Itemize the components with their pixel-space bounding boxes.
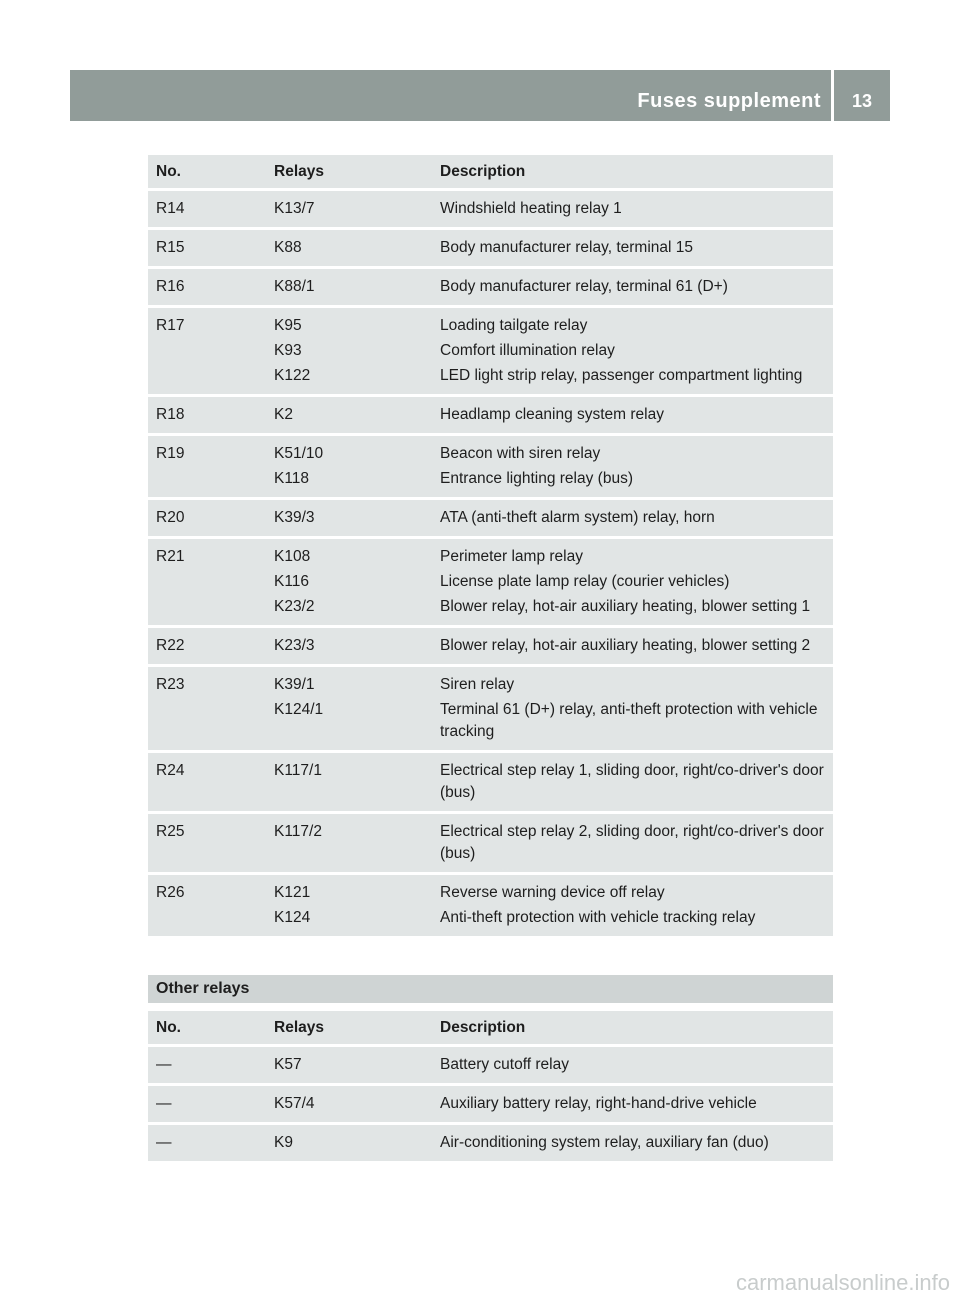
relay-code: K124 [274, 909, 311, 926]
relay-cell [266, 436, 432, 497]
table-row [148, 230, 833, 266]
relay-description: Beacon with siren relay [440, 445, 601, 462]
relay-description: Anti-theft protection with vehicle tracking relay [440, 909, 756, 926]
relay-cell [266, 1086, 432, 1122]
relay-description: Siren relay [440, 676, 515, 693]
description-cell [432, 814, 833, 872]
column-header-description: Description [432, 1011, 833, 1044]
table-row [148, 500, 833, 536]
description-cell [432, 667, 833, 750]
relay-description: Electrical step relay 1, sliding door, right/co-driver's door (bus) [440, 762, 824, 801]
table-row [148, 753, 833, 811]
relay-cell [266, 191, 432, 227]
fuse-number-cell: R21 [148, 539, 266, 625]
description-cell [432, 1047, 833, 1083]
relay-cell [266, 539, 432, 625]
fuse-number-cell: R18 [148, 397, 266, 433]
table-row [148, 875, 833, 936]
relay-description: Blower relay, hot-air auxiliary heating, blower setting 1 [440, 598, 811, 615]
relay-description: Comfort illumination relay [440, 342, 615, 359]
column-header-description: Description [432, 155, 833, 188]
relay-cell [266, 875, 432, 936]
description-cell [432, 436, 833, 497]
table-row [148, 397, 833, 433]
description-cell [432, 628, 833, 664]
description-cell [432, 1125, 833, 1161]
description-cell [432, 230, 833, 266]
fuse-number-cell: R15 [148, 230, 266, 266]
fuse-number-cell: R14 [148, 191, 266, 227]
relay-code: K88 [274, 239, 302, 256]
relay-table [148, 152, 833, 939]
description-cell [432, 539, 833, 625]
fuse-number-cell: R26 [148, 875, 266, 936]
relay-code: K9 [274, 1134, 293, 1151]
section-title: Fuses supplement [637, 90, 821, 112]
description-cell [432, 308, 833, 394]
column-header-no: No. [148, 1011, 266, 1044]
table-row [148, 814, 833, 872]
fuse-number-cell: R17 [148, 308, 266, 394]
relay-description: Terminal 61 (D+) relay, anti-theft protection with vehicle tracking [440, 701, 818, 740]
relay-description: Blower relay, hot-air auxiliary heating, blower setting 2 [440, 637, 811, 654]
table-header-row [148, 155, 833, 188]
relay-cell [266, 269, 432, 305]
relay-description: Entrance lighting relay (bus) [440, 470, 633, 487]
page-header [70, 70, 890, 121]
fuse-number-cell: R16 [148, 269, 266, 305]
fuse-number-cell: — [148, 1047, 266, 1083]
relay-description: Loading tailgate relay [440, 317, 588, 334]
table-row [148, 1125, 833, 1161]
fuse-number-cell: R23 [148, 667, 266, 750]
relay-cell [266, 1047, 432, 1083]
fuse-number-cell: R24 [148, 753, 266, 811]
relay-code: K108 [274, 548, 311, 565]
relay-code: K39/1 [274, 676, 315, 693]
description-cell [432, 753, 833, 811]
relay-description: Windshield heating relay 1 [440, 200, 622, 217]
description-cell [432, 191, 833, 227]
fuse-number-cell: R19 [148, 436, 266, 497]
relay-cell [266, 628, 432, 664]
column-header-relays: Relays [266, 155, 432, 188]
relay-description: ATA (anti-theft alarm system) relay, horn [440, 509, 715, 526]
relay-description: Body manufacturer relay, terminal 15 [440, 239, 693, 256]
relay-code: K117/1 [274, 762, 322, 779]
relay-description: Auxiliary battery relay, right-hand-drive vehicle [440, 1095, 757, 1112]
description-cell [432, 397, 833, 433]
relay-code: K121 [274, 884, 311, 901]
relay-code: K124/1 [274, 701, 324, 718]
relay-description: License plate lamp relay (courier vehicles) [440, 573, 730, 590]
relay-code: K57/4 [274, 1095, 315, 1112]
table-row [148, 667, 833, 750]
relay-code: K57 [274, 1056, 302, 1073]
relay-code: K95 [274, 317, 302, 334]
page-number: 13 [851, 91, 873, 111]
relay-description: Air-conditioning system relay, auxiliary fan (duo) [440, 1134, 769, 1151]
relay-code: K13/7 [274, 200, 315, 217]
relay-cell [266, 397, 432, 433]
relay-cell [266, 308, 432, 394]
relay-code: K122 [274, 367, 311, 384]
table-row [148, 436, 833, 497]
relay-code: K23/3 [274, 637, 315, 654]
relay-code: K117/2 [274, 823, 322, 840]
relay-code: K93 [274, 342, 302, 359]
relay-code: K23/2 [274, 598, 315, 615]
relay-cell [266, 230, 432, 266]
fuse-number-cell: — [148, 1125, 266, 1161]
table-row [148, 269, 833, 305]
table-row [148, 308, 833, 394]
relay-code: K116 [274, 573, 310, 590]
relay-cell [266, 753, 432, 811]
table-row [148, 1086, 833, 1122]
description-cell [432, 500, 833, 536]
relay-code: K39/3 [274, 509, 315, 526]
relay-code: K2 [274, 406, 293, 423]
relay-code: K118 [274, 470, 310, 487]
description-cell [432, 1086, 833, 1122]
relay-description: Electrical step relay 2, sliding door, right/co-driver's door (bus) [440, 823, 824, 862]
watermark: carmanualsonline.info [735, 1270, 950, 1295]
relay-cell [266, 1125, 432, 1161]
relay-cell [266, 667, 432, 750]
table-header-row [148, 1011, 833, 1044]
fuse-number-cell: R25 [148, 814, 266, 872]
table-row [148, 539, 833, 625]
other-relays-table [148, 1008, 833, 1164]
relay-description: Perimeter lamp relay [440, 548, 583, 565]
relay-description: Battery cutoff relay [440, 1056, 569, 1073]
relay-description: Reverse warning device off relay [440, 884, 665, 901]
relay-description: LED light strip relay, passenger compartment lighting [440, 367, 803, 384]
fuse-number-cell: R20 [148, 500, 266, 536]
table-row [148, 1047, 833, 1083]
table-row [148, 628, 833, 664]
relay-description: Body manufacturer relay, terminal 61 (D+) [440, 278, 728, 295]
relay-cell [266, 814, 432, 872]
description-cell [432, 269, 833, 305]
other-relays-heading: Other relays [148, 975, 833, 1003]
column-header-relays: Relays [266, 1011, 432, 1044]
relay-cell [266, 500, 432, 536]
relay-description: Headlamp cleaning system relay [440, 406, 664, 423]
relay-code: K88/1 [274, 278, 315, 295]
table-row [148, 191, 833, 227]
fuse-number-cell: R22 [148, 628, 266, 664]
fuse-number-cell: — [148, 1086, 266, 1122]
relay-code: K51/10 [274, 445, 324, 462]
description-cell [432, 875, 833, 936]
column-header-no: No. [148, 155, 266, 188]
